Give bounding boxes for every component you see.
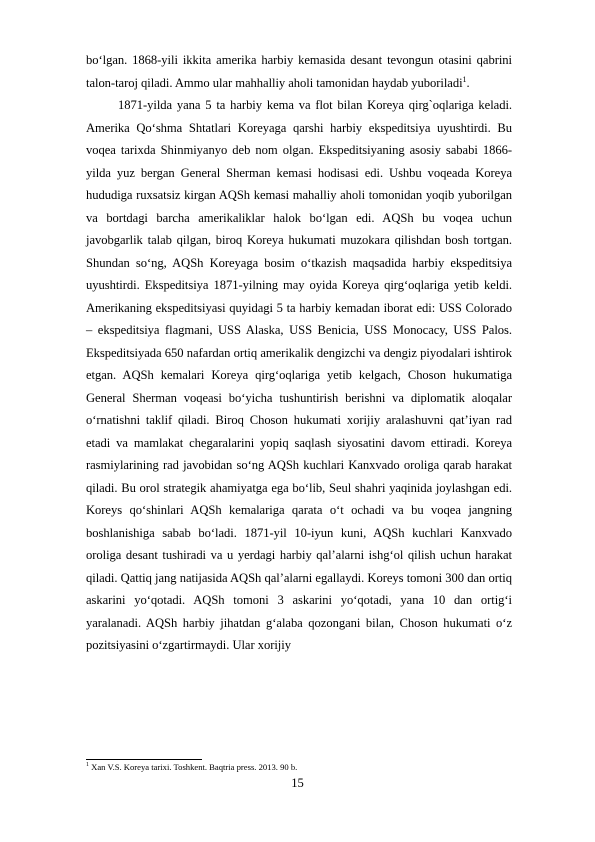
page-number: 15 <box>291 776 304 790</box>
footnote-divider <box>86 759 202 760</box>
paragraph-1: bo‘lgan. 1868-yili ikkita amerika harbiy kemasida desant tevongun otasini qabrini talon-taroj qiladi. Ammo ular mahhalliy aholi tamonidan haydab yuboriladi$^1$. <box>86 53 512 90</box>
footnote-marker: 1 <box>86 762 89 769</box>
footnote <box>86 762 512 773</box>
paragraph-2: 1871-yilda yana 5 ta harbiy kema va flot bilan Koreya qirg`oqlariga keladi. Amerika Qo‘shma Shtatlari Koreyaga qarshi harbiy ekspeditsiya uyushtirdi. Bu voqea tarixda Shinmiyanyo deb nom olgan. Ekspeditsiyaning asosiy sababi 1866-yilda yuz bergan General Sherman kemasi hodisasi edi. Ushbu voqeada Koreya hududiga ruxsatsiz kirgan AQSh kemasi mahalliy aholi tomonidan yoqib yuborilgan va bortdagi barcha amerikaliklar halok bo‘lgan edi. AQSh bu voqea uchun javobgarlik talab qilgan, biroq Koreya hukumati muzokara qilishdan bosh tortgan. Shundan so‘ng, AQSh Koreyaga bosim o‘tkazish maqsadida harbiy ekspeditsiya uyushtirdi. Ekspeditsiya 1871-yilning may oyida Koreya qirg‘oqlariga yetib keldi. Amerikaning ekspeditsiyasi quyidagi 5 ta harbiy kemadan iborat edi: USS Colorado – ekspeditsiya flagmani, USS Alaska, USS Benicia, USS Monocacy, USS Palos. Ekspeditsiyada 650 nafardan ortiq amerikalik dengizchi va dengiz piyodalari ishtirok etgan. AQSh kemalari Koreya qirg‘oqlariga yetib kelgach, Choson hukumatiga General Sherman voqeasi bo‘yicha tushuntirish berishni va diplomatik aloqalar o‘rnatishni taklif qiladi. Biroq Choson hukumati xorijiy aralashuvni qat’iyan rad etadi va mamlakat chegaralarini yopiq saqlash siyosatini davom ettiradi. Koreya rasmiylarining rad javobidan so‘ng AQSh kuchlari Kanxvado oroliga qarab harakat qiladi. Bu orol strategik ahamiyatga ega bo‘lib, Seul shahri yaqinida joylashgan edi. Koreys qo‘shinlari AQSh kemalariga qarata o‘t ochadi va bu voqea jangning boshlanishiga sabab bo‘ladi. 1871-yil 10-iyun kuni, AQSh kuchlari Kanxvado oroliga desant tushiradi va u yerdagi harbiy qal’alarni ishg‘ol qilish uchun harakat qiladi. Qattiq jang natijasida AQSh qal’alarni egallaydi. Koreys tomoni 300 dan ortiq askarini yo‘qotadi. AQSh tomoni 3 askarini yo‘qotadi, yana 10 dan ortig‘i yaralanadi. AQSh harbiy jihatdan g‘alaba qozongani bilan, Choson hukumati o‘z pozitsiyasini o‘zgartirmaydi. Ular xorijiy <box>86 98 512 652</box>
body-text <box>86 49 512 657</box>
footnote-text: Xan V.S. Koreya tarixi. Toshkent. Baqtria press. 2013. 90 b. <box>91 762 298 772</box>
paragraph-1-text: bo‘lgan. 1868-yili ikkita amerika harbiy kemasida desant tevongun otasini qabrini talon-taroj qiladi. Ammo ular mahhalliy aholi tamonidan haydab yuboriladi <box>86 53 512 90</box>
footnote-reference[interactable]: 1 <box>462 74 467 84</box>
